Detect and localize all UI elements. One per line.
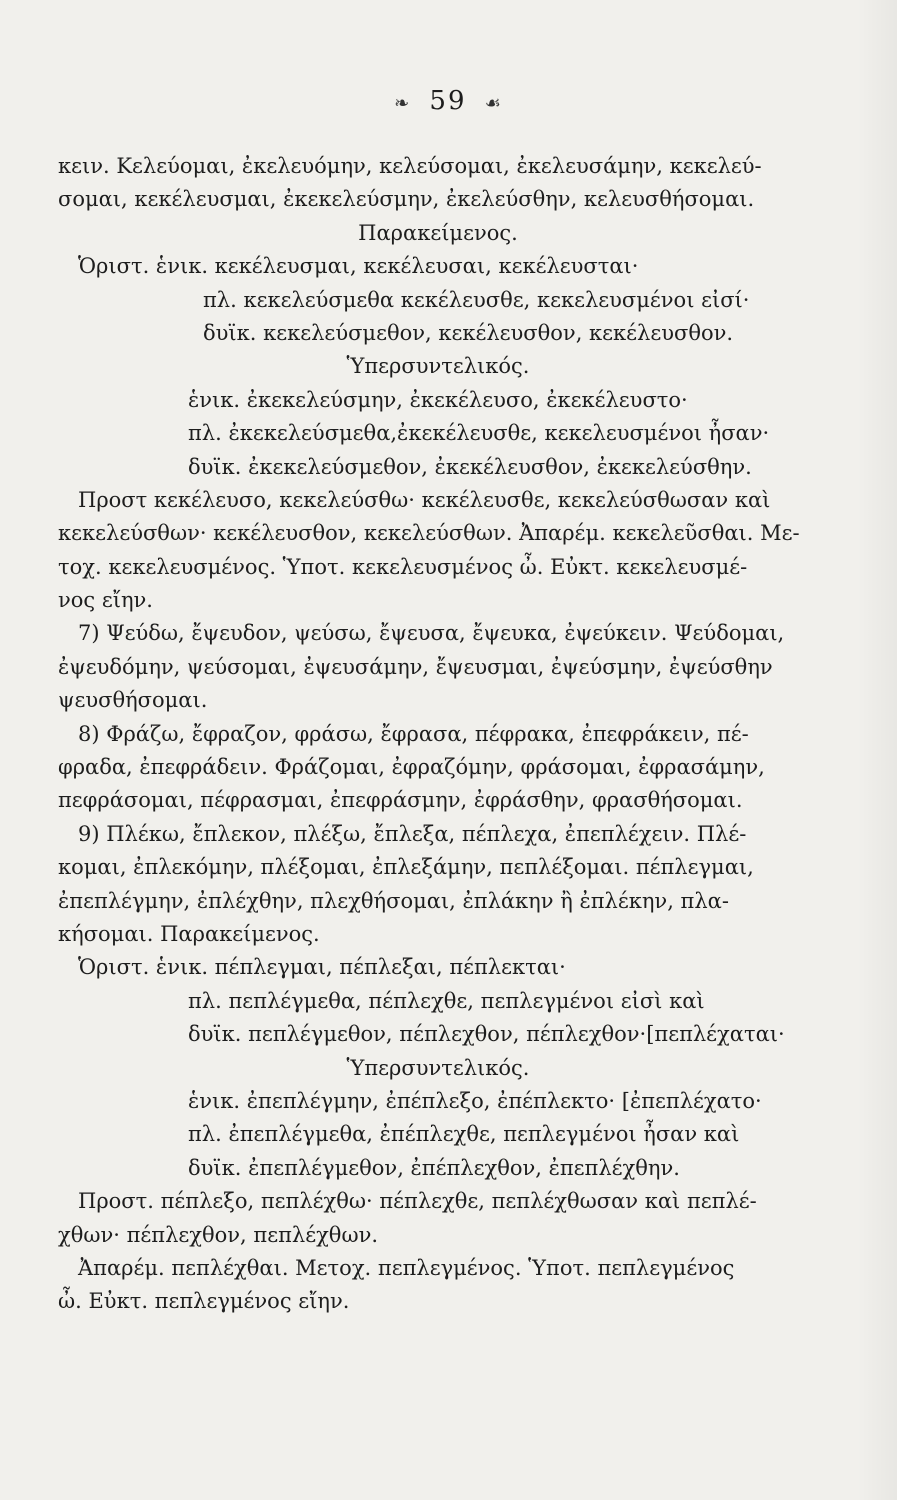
text-line: ψευσθήσομαι. bbox=[58, 688, 208, 713]
text-line: ἑνικ. ἐκεκελεύσμην, ἐκεκέλευσο, ἐκεκέλευστο· bbox=[188, 387, 688, 412]
text-line: χθων· πέπλεχθον, πεπλέχθων. bbox=[58, 1222, 379, 1247]
text-line: κεκελεύσθων· κεκέλευσθον, κεκελεύσθων. Ἀπαρέμ. κεκελεῦσθαι. Με- bbox=[58, 521, 800, 546]
text-line: δυϊκ. κεκελεύσμεθον, κεκέλευσθον, κεκέλευσθον. bbox=[203, 320, 734, 345]
text-line: κήσομαι. Παρακείμενος. bbox=[58, 921, 320, 946]
text-line: δυϊκ. ἐκεκελεύσμεθον, ἐκεκέλευσθον, ἐκεκελεύσθην. bbox=[188, 454, 752, 479]
text-line: νος εἴην. bbox=[58, 588, 153, 613]
text-line: πλ. πεπλέγμεθα, πέπλεχθε, πεπλεγμένοι εἰσὶ καὶ bbox=[188, 988, 705, 1013]
page-number: 59 bbox=[429, 86, 467, 116]
text-line: Ὑπερσυντελικός. bbox=[346, 1055, 530, 1080]
ornament-right-icon: ☙ bbox=[484, 93, 503, 114]
text-line: ἐπεπλέγμην, ἐπλέχθην, πλεχθήσομαι, ἐπλάκην ἢ ἐπλέκην, πλα- bbox=[58, 888, 729, 913]
text-line: δυϊκ. ἐπεπλέγμεθον, ἐπέπλεχθον, ἐπεπλέχθην. bbox=[188, 1155, 680, 1180]
text-line: πλ. ἐκεκελεύσμεθα,ἐκεκέλευσθε, κεκελευσμένοι ἦσαν· bbox=[188, 421, 770, 446]
text-line: Προστ κεκέλευσο, κεκελεύσθω· κεκέλευσθε, κεκελεύσθωσαν καὶ bbox=[78, 487, 771, 512]
text-line: ἑνικ. ἐπεπλέγμην, ἐπέπλεξο, ἐπέπλεκτο· [ἐπεπλέχατο· bbox=[188, 1088, 762, 1113]
text-line: πλ. κεκελεύσμεθα κεκέλευσθε, κεκελευσμένοι εἰσί· bbox=[203, 287, 750, 312]
text-line: Ὑπερσυντελικός. bbox=[346, 354, 530, 379]
page-header bbox=[0, 86, 897, 116]
text-line: τοχ. κεκελευσμένος. Ὑποτ. κεκελευσμένος ὦ. Εὐκτ. κεκελευσμέ- bbox=[58, 554, 748, 579]
text-line: 9) Πλέκω, ἔπλεκον, πλέξω, ἔπλεξα, πέπλεχα, ἐπεπλέχειν. Πλέ- bbox=[78, 821, 747, 846]
text-line: δυϊκ. πεπλέγμεθον, πέπλεχθον, πέπλεχθον·[πεπλέχαται· bbox=[188, 1022, 785, 1047]
text-line: σομαι, κεκέλευσμαι, ἐκεκελεύσμην, ἐκελεύσθην, κελευσθήσομαι. bbox=[58, 187, 755, 212]
text-line: φραδα, ἐπεφράδειν. Φράζομαι, ἐφραζόμην, φράσομαι, ἐφρασάμην, bbox=[58, 755, 765, 780]
ornament-left-icon: ❧ bbox=[394, 93, 412, 114]
text-line: Ὁριστ. ἑνικ. πέπλεγμαι, πέπλεξαι, πέπλεκται· bbox=[78, 955, 566, 980]
text-line: Προστ. πέπλεξο, πεπλέχθω· πέπλεχθε, πεπλέχθωσαν καὶ πεπλέ- bbox=[78, 1189, 757, 1214]
text-line: Παρακείμενος. bbox=[358, 220, 518, 245]
text-line: 8) Φράζω, ἔφραζον, φράσω, ἔφρασα, πέφρακα, ἐπεφράκειν, πέ- bbox=[78, 721, 749, 746]
text-line: πλ. ἐπεπλέγμεθα, ἐπέπλεχθε, πεπλεγμένοι ἦσαν καὶ bbox=[188, 1122, 740, 1147]
page-text bbox=[58, 150, 818, 1319]
text-line: ὦ. Εὐκτ. πεπλεγμένος εἴην. bbox=[58, 1289, 350, 1314]
text-line: κομαι, ἐπλεκόμην, πλέξομαι, ἐπλεξάμην, πεπλέξομαι. πέπλεγμαι, bbox=[58, 855, 754, 880]
text-line: κειν. Κελεύομαι, ἐκελευόμην, κελεύσομαι, ἐκελευσάμην, κεκελεύ- bbox=[58, 154, 762, 178]
text-line: πεφράσομαι, πέφρασμαι, ἐπεφράσμην, ἐφράσθην, φρασθήσομαι. bbox=[58, 788, 743, 813]
page-edge-shadow bbox=[857, 0, 897, 1500]
text-line: Ἀπαρέμ. πεπλέχθαι. Μετοχ. πεπλεγμένος. Ὑποτ. πεπλεγμένος bbox=[78, 1255, 735, 1280]
text-line: ἐψευδόμην, ψεύσομαι, ἐψευσάμην, ἔψευσμαι, ἐψεύσμην, ἐψεύσθην bbox=[58, 654, 773, 679]
text-line: 7) Ψεύδω, ἔψευδον, ψεύσω, ἔψευσα, ἔψευκα, ἐψεύκειν. Ψεύδομαι, bbox=[78, 621, 785, 646]
text-line: Ὁριστ. ἑνικ. κεκέλευσμαι, κεκέλευσαι, κεκέλευσται· bbox=[78, 254, 639, 279]
